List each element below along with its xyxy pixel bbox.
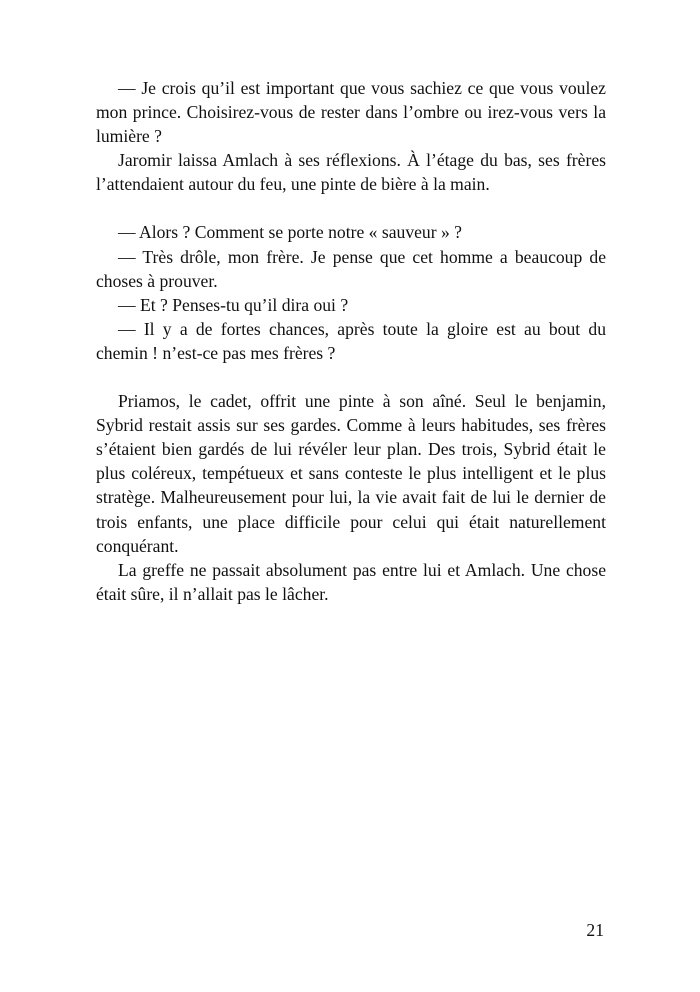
- dialogue-paragraph: — Je crois qu’il est important que vous sachiez ce que vous voulez mon prince. Choisirez-vous de rester dans l’ombre ou irez-vous vers la lumière ?: [96, 78, 606, 147]
- dialogue-line: — Très drôle, mon frère. Je pense que cet homme a beaucoup de choses à prouver.: [96, 246, 606, 291]
- narrative-paragraph: La greffe ne passait absolument pas entre lui et Amlach. Une chose était sûre, il n’allait pas le lâcher.: [96, 559, 606, 604]
- page-number: 21: [586, 920, 604, 940]
- dialogue-line: — Alors ? Comment se porte notre « sauveur » ?: [118, 222, 462, 243]
- narrative-paragraph: Priamos, le cadet, offrit une pinte à son aîné. Seul le benjamin, Sybrid restait assis sur ses gardes. Comme à leurs habitudes, ses frères s’étaient bien gardés de lui révéler leur plan. Des trois, Sybrid était le plus coléreux, tempétueux et sans conteste le plus intelligent et le plus stratège. Malheureusement pour lui, la vie avait fait de lui le dernier de trois enfants, une place difficile pour celui qui était naturellement conquérant.: [96, 391, 606, 556]
- dialogue-line: — Et ? Penses-tu qu’il dira oui ?: [118, 294, 349, 315]
- narrative-paragraph: Jaromir laissa Amlach à ses réflexions. À l’étage du bas, ses frères l’attendaient autour du feu, une pinte de bière à la main.: [96, 150, 606, 195]
- page-body: [96, 76, 606, 606]
- dialogue-line: — Il y a de fortes chances, après toute la gloire est au bout du chemin ! n’est-ce pas mes frères ?: [96, 318, 606, 363]
- section-gap: [96, 196, 606, 220]
- section-gap: [96, 365, 606, 389]
